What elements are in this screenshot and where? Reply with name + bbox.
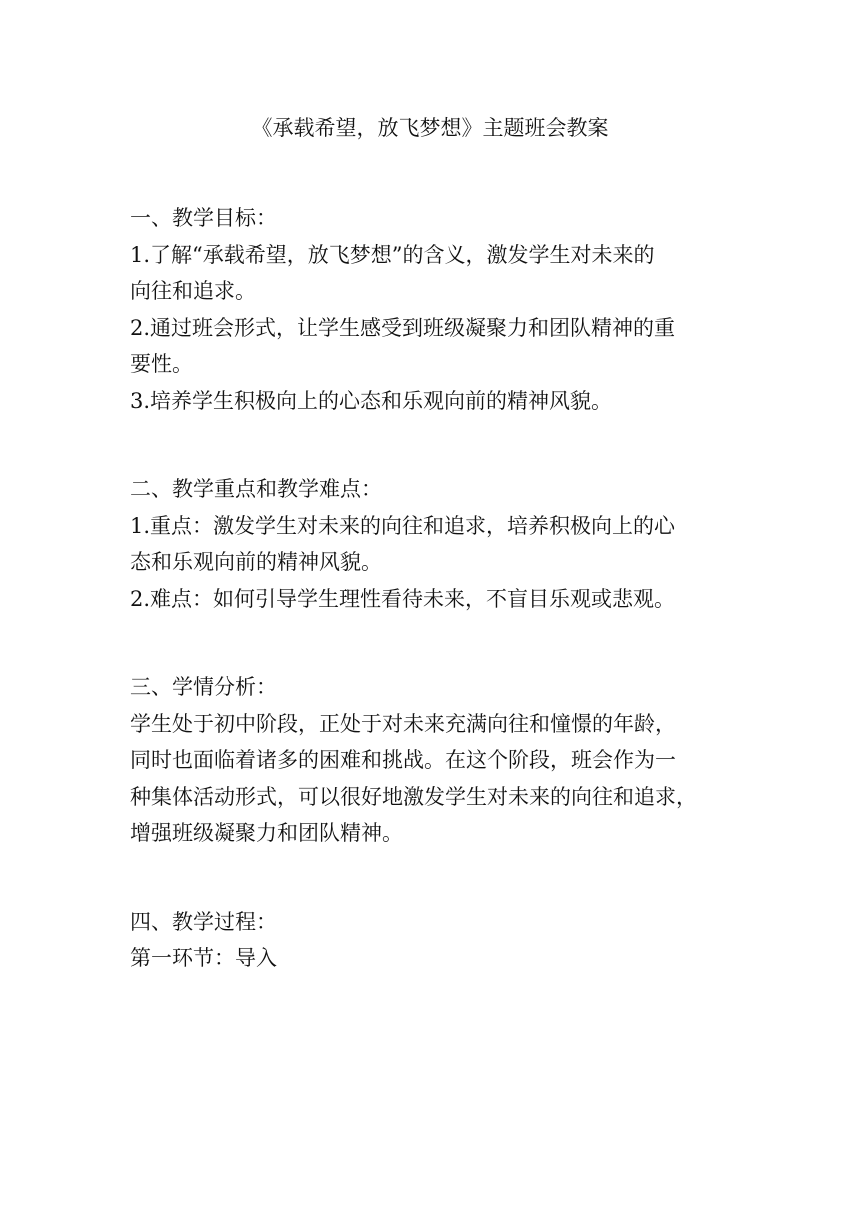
- section-student-analysis: [130, 669, 740, 852]
- paragraph-line: 学生处于初中阶段，正处于对未来充满向往和憧憬的年龄，: [130, 711, 676, 736]
- section-heading: 二、教学重点和教学难点：: [130, 477, 382, 501]
- section-teaching-process: [130, 904, 740, 977]
- section-teaching-objectives: [130, 200, 740, 419]
- section-heading: 三、学情分析：: [130, 675, 277, 699]
- paragraph-line: 3.培养学生积极向上的心态和乐观向前的精神风貌。: [130, 388, 613, 413]
- paragraph-line: 1.重点：激发学生对未来的向往和追求，培养积极向上的心: [130, 513, 676, 538]
- paragraph-line: 2.通过班会形式，让学生感受到班级凝聚力和团队精神的重: [130, 315, 676, 340]
- paragraph-line: 1.了解“承载希望，放飞梦想”的含义，激发学生对未来的: [130, 242, 655, 267]
- paragraph-line: 种集体活动形式，可以很好地激发学生对未来的向往和追求，: [130, 784, 697, 809]
- section-spacer: [130, 617, 740, 669]
- section-heading: 四、教学过程：: [130, 909, 277, 934]
- section-key-points: [130, 471, 740, 617]
- document-title: 《承载希望，放飞梦想》主题班会教案: [251, 116, 609, 140]
- section-heading: 一、教学目标：: [130, 206, 277, 230]
- document-body: [130, 200, 740, 977]
- paragraph-line: 第一环节：导入: [130, 946, 277, 970]
- section-spacer: [130, 852, 740, 904]
- paragraph-line: 2.难点：如何引导学生理性看待未来，不盲目乐观或悲观。: [130, 586, 676, 611]
- paragraph-line: 增强班级凝聚力和团队精神。: [130, 821, 403, 845]
- paragraph-line: 态和乐观向前的精神风貌。: [130, 550, 382, 574]
- paragraph-line: 向往和追求。: [130, 279, 256, 303]
- section-spacer: [130, 419, 740, 471]
- paragraph-line: 同时也面临着诸多的困难和挑战。在这个阶段，班会作为一: [130, 748, 676, 772]
- paragraph-line: 要性。: [130, 352, 193, 376]
